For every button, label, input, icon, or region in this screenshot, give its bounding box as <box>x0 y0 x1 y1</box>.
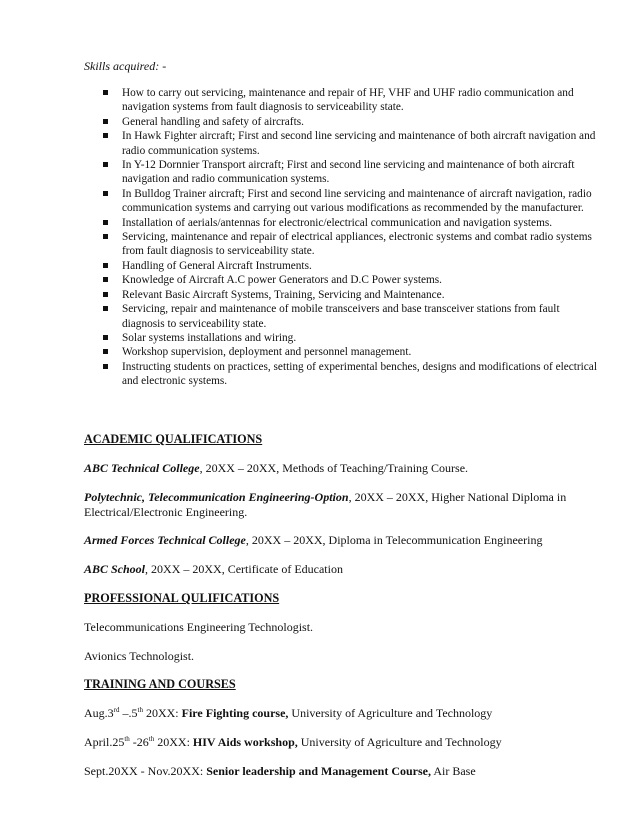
academic-entry <box>84 533 604 548</box>
professional-item: Avionics Technologist. <box>84 649 195 663</box>
academic-details: , 20XX – 20XX, Higher National Diploma in Electrical/Electronic Engineering. <box>84 490 567 519</box>
date-suffix: th <box>137 706 143 714</box>
academic-institution: Polytechnic, Telecommunication Engineering-Option <box>84 490 349 504</box>
training-course: Senior leadership and Management Course, <box>206 764 432 778</box>
skills-heading: Skills acquired: - <box>84 59 167 73</box>
date-suffix: th <box>124 735 130 743</box>
skills-list <box>84 86 604 389</box>
training-date: April.25 <box>84 735 125 749</box>
list-item: General handling and safety of aircrafts. <box>84 115 604 129</box>
training-date: Aug.3 <box>84 706 114 720</box>
list-item: Servicing, maintenance and repair of electrical appliances, electronic systems and combat radio systems from fault diagnosis to serviceability state. <box>84 230 604 259</box>
training-heading: TRAINING AND COURSES <box>84 677 236 691</box>
training-date: Sept.20XX - Nov.20XX: <box>84 764 207 778</box>
professional-item: Telecommunications Engineering Technologist. <box>84 620 314 634</box>
academic-entry <box>84 490 604 520</box>
list-item: In Y-12 Dornnier Transport aircraft; First and second line servicing and maintenance of both aircraft navigation and radio communication systems. <box>84 158 604 187</box>
academic-details: , 20XX – 20XX, Certificate of Education <box>145 562 343 576</box>
academic-entry <box>84 461 604 476</box>
list-item: In Bulldog Trainer aircraft; First and second line servicing and maintenance of aircraft navigation, radio communication systems and carrying out various modifications as recommended by the manufacturer. <box>84 187 604 216</box>
date-suffix: rd <box>113 706 120 714</box>
list-item: Handling of General Aircraft Instruments. <box>84 259 604 273</box>
list-item: Servicing, repair and maintenance of mobile transceivers and base transceiver stations from fault diagnosis to serviceability state. <box>84 302 604 331</box>
list-item: Installation of aerials/antennas for electronic/electrical communication and navigation systems. <box>84 216 604 230</box>
training-date: –.5 <box>119 706 138 720</box>
training-course: Fire Fighting course, <box>181 706 289 720</box>
academic-institution: ABC Technical College <box>84 461 200 475</box>
list-item: In Hawk Fighter aircraft; First and second line servicing and maintenance of both aircraft navigation and radio communication systems. <box>84 129 604 158</box>
list-item: How to carry out servicing, maintenance and repair of HF, VHF and UHF radio communication and navigation systems from fault diagnosis to serviceability state. <box>84 86 604 115</box>
training-place: University of Agriculture and Technology <box>297 735 502 749</box>
date-suffix: th <box>148 735 155 743</box>
training-entry <box>84 706 604 721</box>
list-item: Instructing students on practices, setting of experimental benches, designs and modifications of electrical and electronic systems. <box>84 360 604 389</box>
academic-heading: ACADEMIC QUALIFICATIONS <box>84 432 263 446</box>
academic-details: , 20XX – 20XX, Diploma in Telecommunication Engineering <box>245 533 543 547</box>
training-date: 20XX: <box>142 706 182 720</box>
list-item: Solar systems installations and wiring. <box>84 331 604 345</box>
list-item: Workshop supervision, deployment and personnel management. <box>84 345 604 359</box>
list-item: Knowledge of Aircraft A.C power Generators and D.C Power systems. <box>84 273 604 287</box>
training-place: Air Base <box>431 764 476 778</box>
professional-heading: PROFESSIONAL QULIFICATIONS <box>84 591 280 605</box>
training-course: HIV Aids workshop, <box>192 735 298 749</box>
list-item: Relevant Basic Aircraft Systems, Training, Servicing and Maintenance. <box>84 288 604 302</box>
training-place: University of Agriculture and Technology <box>288 706 493 720</box>
academic-details: , 20XX – 20XX, Methods of Teaching/Training Course. <box>199 461 469 475</box>
academic-institution: Armed Forces Technical College <box>84 533 246 547</box>
training-entry <box>84 735 604 750</box>
training-date: 20XX: <box>154 735 193 749</box>
training-entry <box>84 764 604 779</box>
academic-institution: ABC School <box>84 562 146 576</box>
training-date: -26 <box>129 735 149 749</box>
academic-entry <box>84 562 604 577</box>
